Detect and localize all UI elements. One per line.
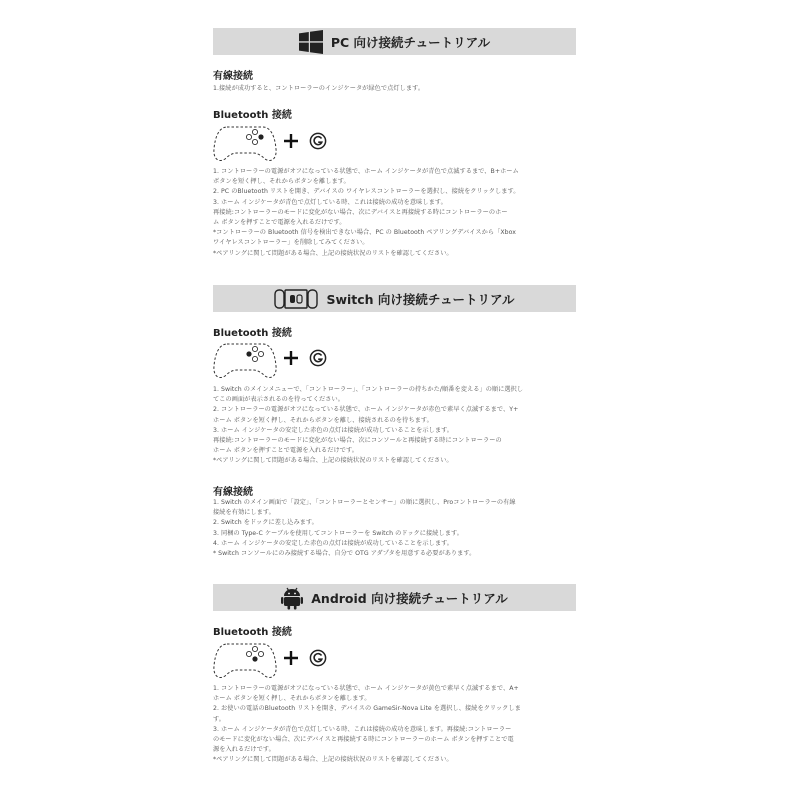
text-line: 2. PC のBluetooth リストを開き、デバイスの ワイヤレスコントローラーを選択し、接続をクリックします。 [213,188,520,196]
text-line: 接続を有効にします。 [213,509,275,517]
android-section-title: Android 向け接続チュートリアル [311,590,508,606]
plus-icon [283,650,299,666]
plus-icon [283,133,299,149]
switch-section-title: Switch 向け接続チュートリアル [326,291,515,307]
pc-section-title: PC 向け接続チュートリアル [330,34,491,50]
controller-icon [213,123,277,163]
plus-icon [283,350,299,366]
text-line: ム ボタンを押すことで電源を入れるだけです。 [213,219,346,227]
windows-icon [299,30,323,54]
text-line: 1. Switch のメイン画面で「設定」、「コントローラーとセンサー」の順に選択し、Proコントローラーの有線 [213,499,516,506]
text-line: 1. コントローラーの電源がオフになっている状態で、ホーム インジケータが黄色で素早く点滅するまで、A+ [213,685,519,692]
controller-icon [213,340,277,380]
switch-bluetooth-heading: Bluetooth 接続 [213,328,292,339]
text-line: 1. Switch のメインメニューで、「コントローラー」、「コントローラーの持ちかた/順番を変える」の順に選択し [213,386,524,393]
text-line: 1.接続が成功すると、コントローラーのインジケータが緑色で点灯します。 [213,85,425,92]
pc-wired-text [213,84,579,94]
switch-section-banner [213,285,576,312]
text-line: 2. お使いの電話のBluetooth リストを開き、デバイスの GameSir-Nova Lite を選択し、接続をクリックしま [213,705,521,713]
pc-section-banner [213,28,576,55]
text-line: 源を入れるだけです。 [213,746,275,754]
text-line: 再接続:コントローラーのモードに変化がない場合、次にコンソールと再接続する時にコントローラーの [213,437,502,445]
switch-bluetooth-text [213,385,579,467]
text-line: す。 [213,715,225,723]
text-line: 3. 同梱の Type-C ケーブルを使用してコントローラーを Switch のドックに接続します。 [213,529,463,537]
text-line: 1. コントローラーの電源がオフになっている状態で、ホーム インジケータが青色で点滅するまで、B+ホーム [213,168,519,175]
pc-wired-heading: 有線接続 [213,71,253,82]
text-line: *ペアリングに関して問題がある場合、上記の接続状況のリストを確認してください。 [213,756,453,764]
text-line: *コントローラーの Bluetooth 信号を検出できない場合、PC の Bluetooth ペアリングデバイスから「Xbox [213,229,517,237]
text-line: 3. ホーム インジケータが青色で点灯している時、これは接続の成功を意味します。 [213,198,447,206]
text-line: *ペアリングに関して問題がある場合、上記の接続状況のリストを確認してください。 [213,457,453,465]
text-line: * Switch コンソールにのみ接続する場合、自分で OTG アダプタを用意する必要があります。 [213,550,476,558]
text-line: ワイヤレスコントローラー」を削除してみてください。 [213,239,369,247]
text-line: ホーム ボタンを短く押し、それからボタンを離します。 [213,695,371,703]
pc-bluetooth-text [213,167,579,259]
gamesir-logo-icon [309,132,327,150]
android-bluetooth-text [213,684,579,766]
android-bluetooth-heading: Bluetooth 接続 [213,627,292,638]
text-line: てこの画面が表示されるのを待ってください。 [213,396,344,404]
text-line: 2. コントローラーの電源がオフになっている状態で、ホーム インジケータが赤色で素早く点滅するまで、Y+ [213,406,519,414]
text-line: 2. Switch をドックに差し込みます。 [213,519,318,527]
android-pairing-illustration [213,640,338,680]
text-line: 4. ホーム インジケータの安定した赤色の点灯は接続が成功していることを示します。 [213,539,454,547]
text-line: 3. ホーム インジケータが青色で点灯している時、これは接続の成功を意味します。再接続:コントローラー [213,725,512,733]
switch-wired-heading: 有線接続 [213,487,253,498]
android-section-banner [213,584,576,611]
switch-pairing-illustration [213,340,338,380]
pc-pairing-illustration [213,123,338,163]
controller-icon [213,640,277,680]
switch-wired-text [213,498,579,559]
switch-console-icon [274,288,318,310]
text-line: *ペアリングに関して問題がある場合、上記の接続状況のリストを確認してください。 [213,249,453,257]
gamesir-logo-icon [309,349,327,367]
gamesir-logo-icon [309,649,327,667]
text-line: ホーム ボタンを押すことで電源を入れるだけです。 [213,447,358,455]
text-line: 3. ホーム インジケータの安定した赤色の点灯は接続が成功していることを示します。 [213,426,454,434]
text-line: のモードに変化がない場合、次にデバイスと再接続する時にコントローラーのホーム ボタンを押すことで電 [213,736,514,744]
pc-bluetooth-heading: Bluetooth 接続 [213,110,292,121]
android-icon [281,586,303,610]
text-line: ホーム ボタンを短く押し、それからボタンを離し、接続されるのを待ちます。 [213,416,433,424]
text-line: 再接続:コントローラーのモードに変化がない場合、次にデバイスと再接続する時にコントローラーのホー [213,208,508,216]
text-line: ボタンを短く押し、それからボタンを離します。 [213,178,350,186]
